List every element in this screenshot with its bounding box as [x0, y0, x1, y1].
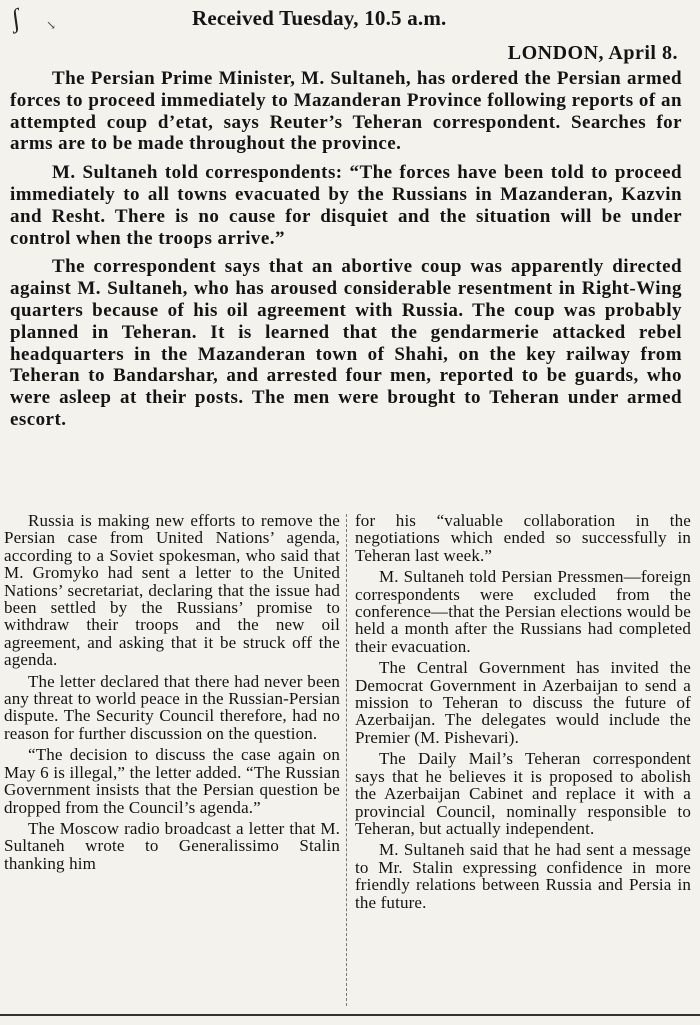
column-paragraph: M. Sultaneh told Persian Pressmen—foreign correspondents were excluded from the conference—that the Persian elections would be held a month after the Russians had completed their evacuation. [355, 567, 691, 656]
lead-paragraph: The correspondent says that an abortive coup was apparently directed against M. Sultaneh, who has aroused considerable resentment in Right-Wing quarters because of his oil agreement with Russia. The coup was probably planned in Teheran. It is learned that the gendarmerie attacked rebel headquarters in the Mazanderan town of Shahi, on the key railway from Teheran to Bandarshar, and arrested four men, reported to be guards, who were asleep at their posts. The men were brought to Teheran under armed escort. [10, 256, 682, 430]
lead-story [10, 68, 682, 431]
pencil-tick-icon: ↘ [46, 18, 57, 32]
column-paragraph: “The decision to discuss the case again on May 6 is illegal,” the letter added. “The Russian Government insists that the Persian question be dropped from the Council’s agenda.” [4, 745, 340, 817]
handwritten-mark-icon: ʃ [7, 3, 24, 34]
right-column [355, 512, 691, 915]
column-paragraph: for his “valuable collaboration in the negotiations which ended so successfully in Teheran last week.” [355, 511, 691, 565]
column-paragraph: The Daily Mail’s Teheran correspondent says that he believes it is proposed to abolish the Azerbaijan Cabinet and replace it with a provincial Council, nominally responsible to Teheran, but actually independent. [355, 749, 691, 838]
lead-paragraph: The Persian Prime Minister, M. Sultaneh, has ordered the Persian armed forces to proceed immediately to Mazanderan Province following reports of an attempted coup d’etat, says Reuter’s Teheran correspondent. Searches for arms are to be made throughout the province. [10, 68, 682, 155]
dateline: LONDON, April 8. [507, 42, 678, 64]
lead-paragraph: M. Sultaneh told correspondents: “The forces have been told to proceed immediately to all towns evacuated by the Russians in Mazanderan, Kazvin and Resht. There is no cause for disquiet and the situation will be under control when the troops arrive.” [10, 162, 682, 249]
column-paragraph: Russia is making new efforts to remove the Persian case from United Nations’ agenda, according to a Soviet spokesman, who said that M. Gromyko had sent a letter to the United Nations’ secretariat, declaring that the issue had been settled by the Russians’ promise to withdraw their troops and the new oil agreement, and asking that it be struck off the agenda. [4, 511, 340, 670]
received-stamp: Received Tuesday, 10.5 a.m. [192, 6, 447, 30]
column-paragraph: The letter declared that there had never been any threat to world peace in the Russian-Persian dispute. The Security Council therefore, had no reason for further discussion on the question. [4, 671, 340, 743]
column-paragraph: The Moscow radio broadcast a letter that M. Sultaneh wrote to Generalissimo Stalin thanking him [4, 818, 340, 873]
column-paragraph: M. Sultaneh said that he had sent a message to Mr. Stalin expressing confidence in more friendly relations between Russia and Persia in the future. [355, 840, 691, 912]
bottom-rule [0, 1014, 700, 1016]
column-paragraph: The Central Government has invited the Democrat Government in Azerbaijan to send a mission to Teheran to discuss the future of Azerbaijan. The delegates would include the Premier (M. Pishevari). [355, 658, 691, 747]
column-divider [346, 514, 347, 1006]
left-column [4, 512, 340, 876]
